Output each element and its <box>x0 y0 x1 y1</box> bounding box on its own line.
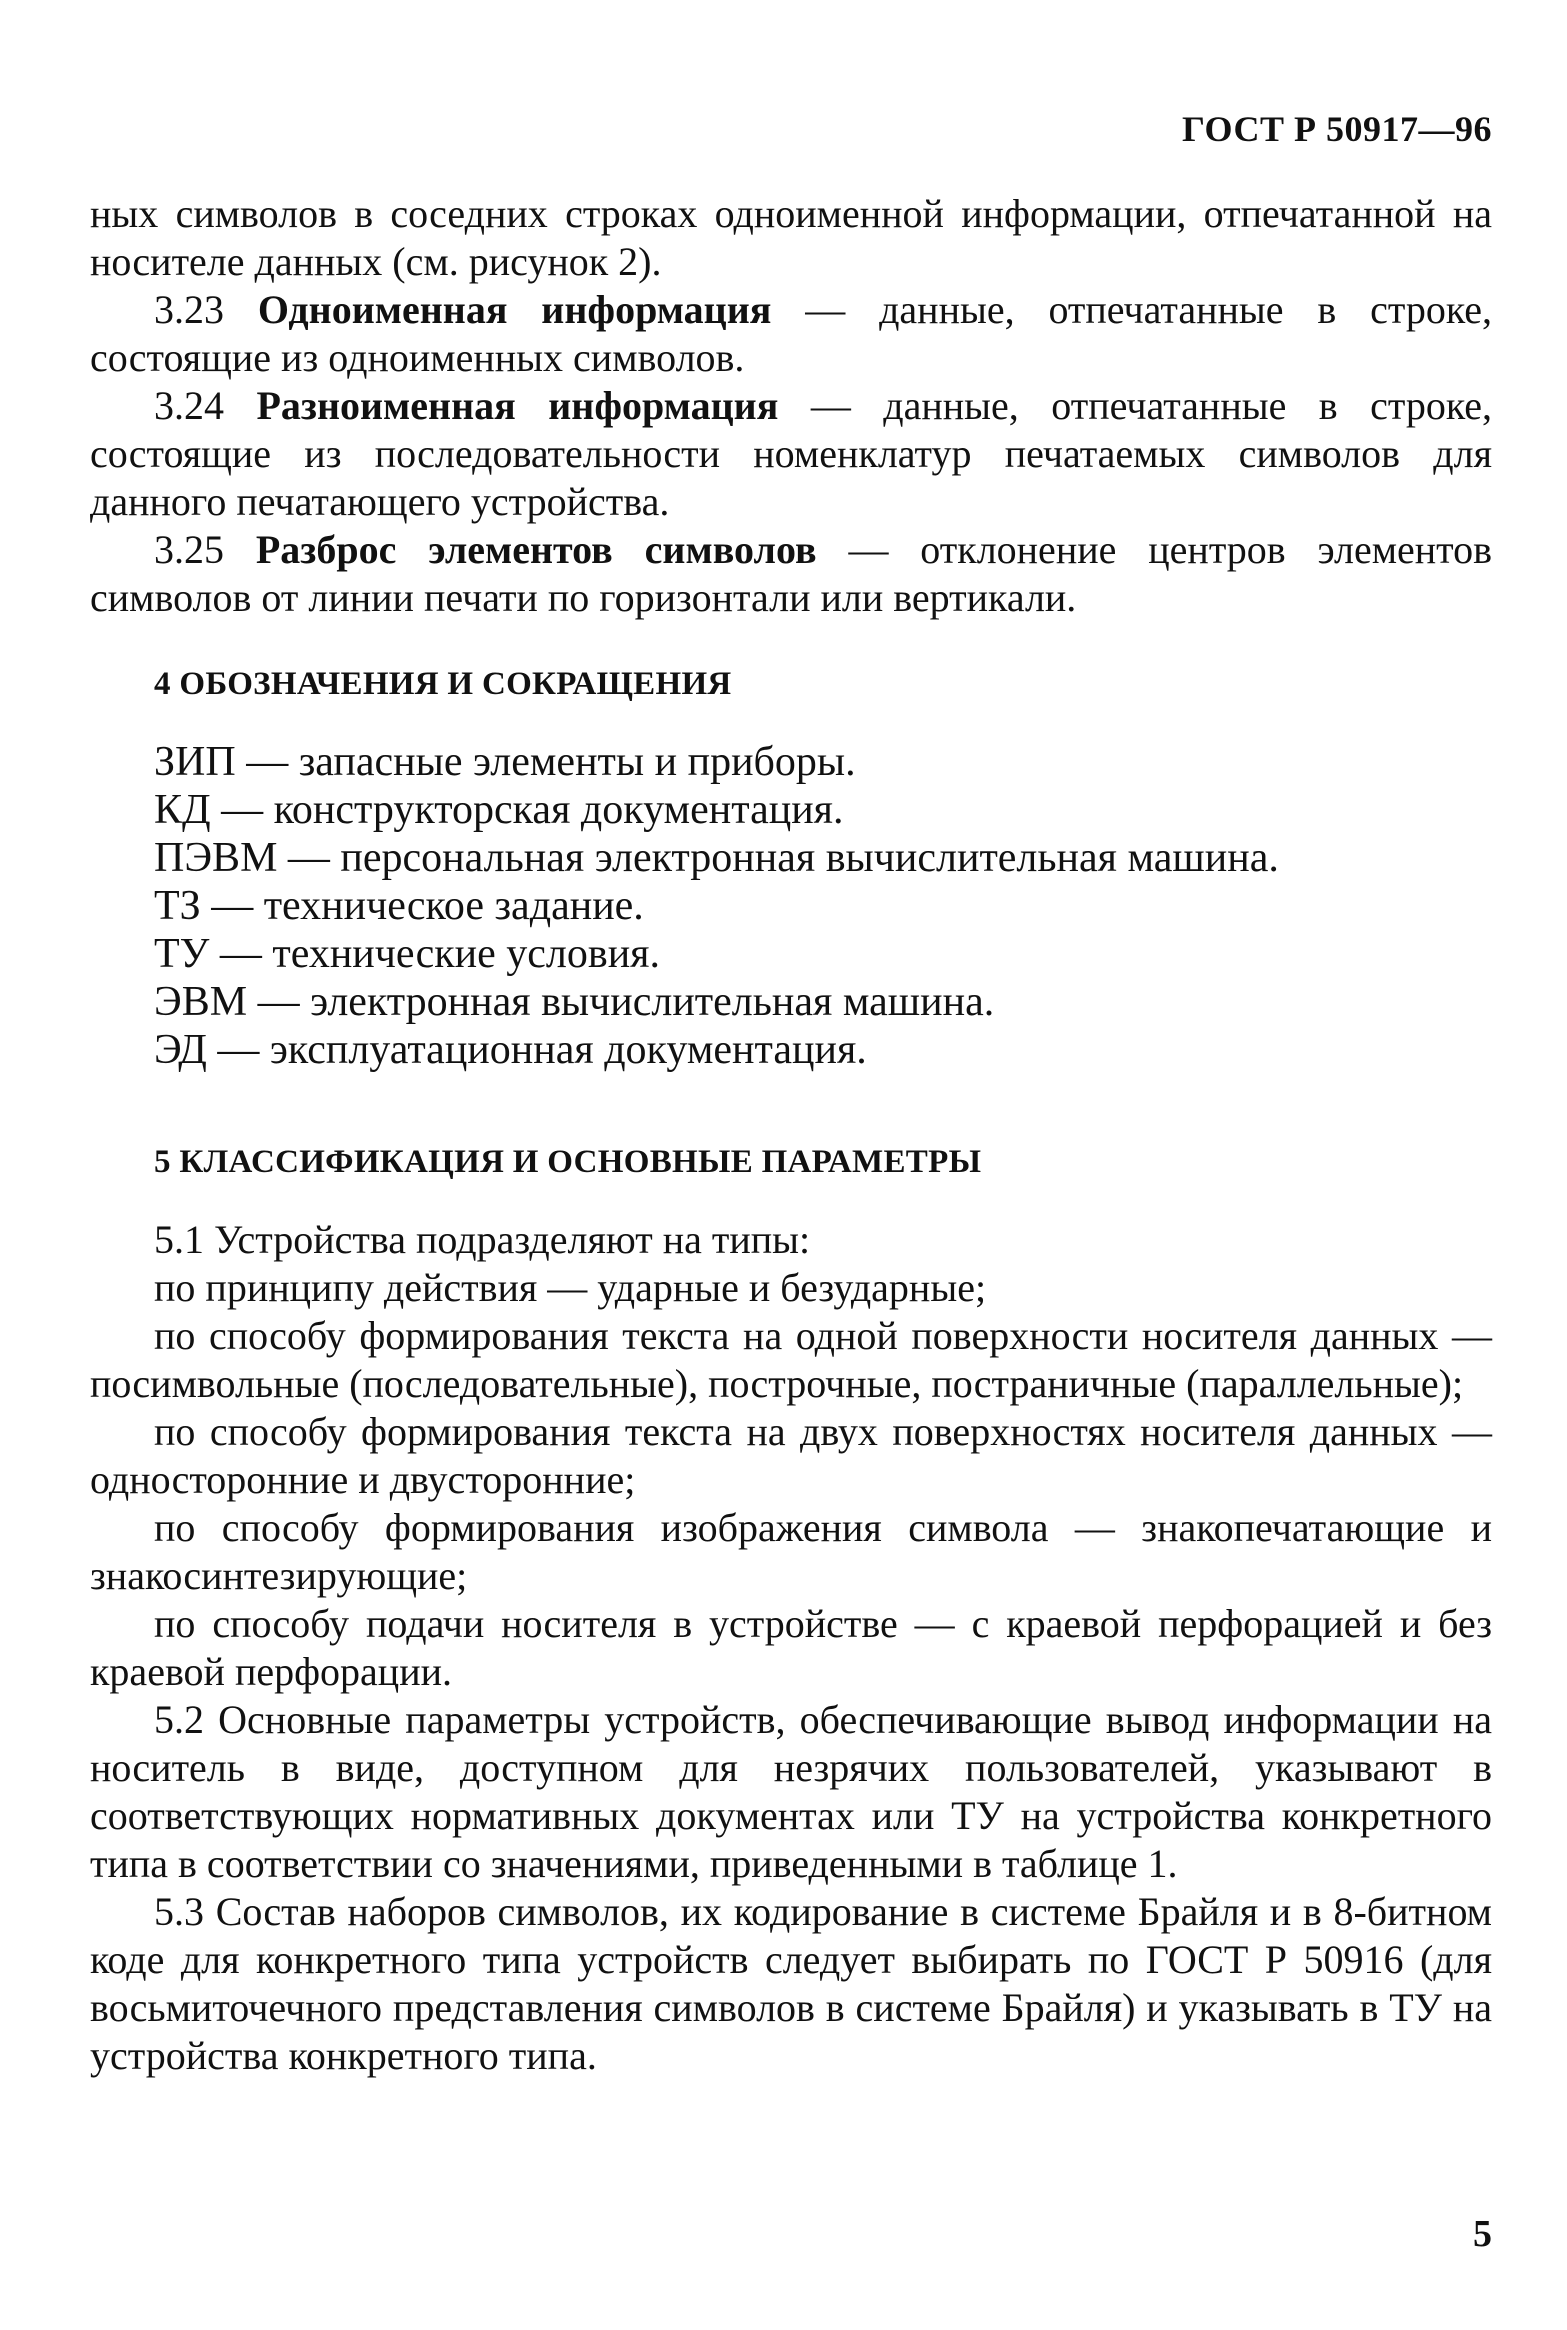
definition-number: 3.25 <box>154 527 224 572</box>
section-4-title: 4 ОБОЗНАЧЕНИЯ И СОКРАЩЕНИЯ <box>154 666 732 702</box>
paragraph-5-2: 5.2 Основные параметры устройств, обеспечивающие вывод информации на носитель в виде, доступном для незрячих пользователей, указывают в соответствующих нормативных документах или ТУ на устройства конкретного типа в соответствии со значениями, приведенными в таблице 1. <box>90 1697 1492 1886</box>
abbreviation-item: ЭД — эксплуатационная документация. <box>154 1027 867 1073</box>
continuation-paragraph: ных символов в соседних строках одноименной информации, отпечатанной на носителе данных (см. рисунок 2). <box>90 191 1492 284</box>
abbreviations-list <box>90 738 1492 1074</box>
paragraph-5-3: 5.3 Состав наборов символов, их кодирование в системе Брайля и в 8-битном коде для конкретного типа устройств следует выбирать по ГОСТ Р 50916 (для восьмиточечного представления символов в системе Брайля) и указывать в ТУ на устройства конкретного типа. <box>90 1889 1492 2078</box>
abbreviation-item: ПЭВМ — персональная электронная вычислительная машина. <box>154 835 1279 881</box>
type-classification-item: по способу формирования изображения символа — знакопечатающие и знакосинтезирующие; <box>90 1505 1492 1598</box>
page-number: 5 <box>1473 2213 1492 2255</box>
definition-term: Разброс элементов символов <box>255 527 817 572</box>
type-classification-item: по способу формирования текста на одной поверхности носителя данных — посимвольные (последовательные), построчные, постраничные (параллельные); <box>90 1313 1492 1406</box>
abbreviation-item: ТЗ — техническое задание. <box>154 883 644 929</box>
abbreviation-item: ЗИП — запасные элементы и приборы. <box>154 739 856 785</box>
definition-text: — отклонение центров элементов символов от линии печати по горизонтали или вертикали. <box>90 527 1493 620</box>
definition-number: 3.24 <box>154 383 224 428</box>
page-content <box>90 190 1492 2080</box>
abbreviation-item: ЭВМ — электронная вычислительная машина. <box>154 979 995 1025</box>
type-classification-item: по принципу действия — ударные и безударные; <box>154 1265 987 1310</box>
definition-3-24 <box>90 382 1492 526</box>
definition-text: — данные, отпечатанные в строке, состоящие из последовательности номенклатур печатаемых символов для данного печатающего устройства. <box>90 383 1493 524</box>
abbreviation-item: ТУ — технические условия. <box>154 931 660 977</box>
definition-term: Одноименная информация <box>257 287 772 332</box>
document-number-header: ГОСТ Р 50917—96 <box>1182 109 1492 149</box>
definition-text: — данные, отпечатанные в строке, состоящие из одноименных символов. <box>90 287 1493 380</box>
definition-3-25 <box>90 526 1492 622</box>
abbreviation-item: КД — конструкторская документация. <box>154 787 844 833</box>
paragraph-5-1: 5.1 Устройства подразделяют на типы: <box>154 1217 811 1262</box>
type-classification-item: по способу подачи носителя в устройстве — с краевой перфорацией и без краевой перфорации. <box>90 1601 1492 1694</box>
definition-3-23 <box>90 286 1492 382</box>
definition-term: Разноименная информация <box>256 383 779 428</box>
type-classification-item: по способу формирования текста на двух поверхностях носителя данных — односторонние и двусторонние; <box>90 1409 1492 1502</box>
definition-number: 3.23 <box>154 287 224 332</box>
section-5-title: 5 КЛАССИФИКАЦИЯ И ОСНОВНЫЕ ПАРАМЕТРЫ <box>154 1144 982 1180</box>
